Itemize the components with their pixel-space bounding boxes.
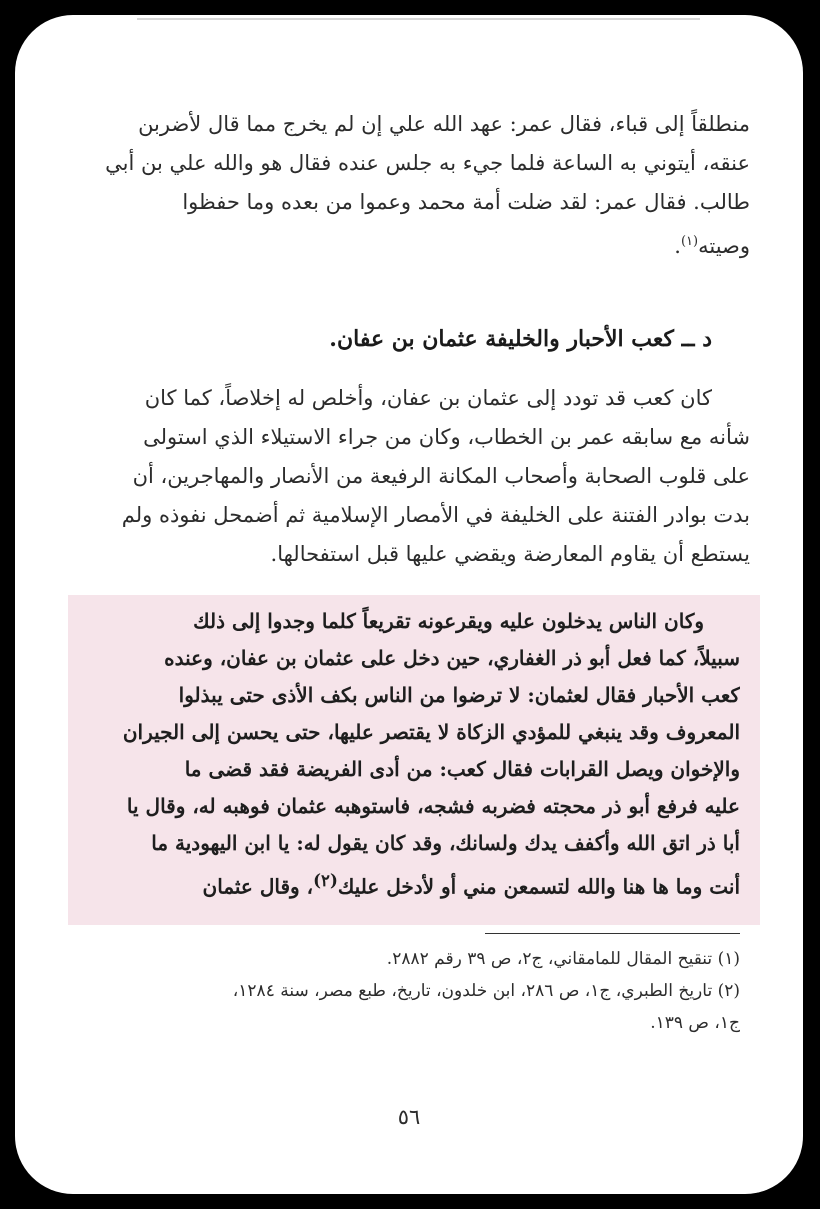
- text-line: [65, 222, 750, 266]
- page-number: ٥٦: [397, 1105, 421, 1129]
- footnote-2: (٢) تاريخ الطبري، ج١، ص ٢٨٦، ابن خلدون، تاريخ، طبع مصر، سنة ١٢٨٤،: [232, 981, 740, 1001]
- footnote-divider: [485, 933, 740, 934]
- text-line: يستطع أن يقاوم المعارضة ويقضي عليها قبل استفحالها.: [270, 542, 750, 566]
- text-line: عنقه، أيتوني به الساعة فلما جيء به جلس عنده فقال هو والله علي بن أبي: [105, 151, 750, 175]
- text-line: كعب الأحبار فقال لعثمان: لا ترضوا من الناس بكف الأذى حتى يبذلوا: [178, 683, 740, 707]
- text-line: [70, 862, 740, 906]
- book-page: [15, 15, 803, 1194]
- text-line: أبا ذر اتق الله وأكفف يدك ولسانك، وقد كان يقول له: يا ابن اليهودية ما: [151, 831, 740, 855]
- paragraph-1: [65, 105, 750, 266]
- text-line: بدت بوادر الفتنة على الخليفة في الأمصار الإسلامية ثم أضمحل نفوذه ولم: [121, 503, 750, 527]
- footnote-ref-1[interactable]: (١): [680, 234, 699, 249]
- text-line-end: ، وقال عثمان: [202, 874, 314, 899]
- text-line: كان كعب قد تودد إلى عثمان بن عفان، وأخلص له إخلاصاً، كما كان: [144, 386, 712, 410]
- text-line: المعروف وقد ينبغي للمؤدي الزكاة لا يقتصر عليها، حتى يحسن إلى الجيران: [122, 720, 740, 744]
- text-line: وكان الناس يدخلون عليه ويقرعونه تقريعاً كلما وجدوا إلى ذلك: [193, 609, 704, 633]
- text-line: سبيلاً، كما فعل أبو ذر الغفاري، حين دخل على عثمان بن عفان، وعنده: [164, 646, 740, 670]
- text-line: على قلوب الصحابة وأصحاب المكانة الرفيعة من الأنصار والمهاجرين، أن: [132, 464, 750, 488]
- footnote-ref-2[interactable]: (٢): [313, 870, 338, 890]
- text-line-part: وصيته: [698, 234, 750, 258]
- footnote-1: (١) تنقيح المقال للمامقاني، ج٢، ص ٣٩ رقم ٢٨٨٢.: [386, 949, 740, 969]
- highlighted-paragraph: [70, 603, 740, 906]
- text-line-end: .: [674, 234, 681, 258]
- footnote-2-continued: ج١، ص ١٣٩.: [650, 1013, 740, 1033]
- text-line-part: أنت وما ها هنا والله لتسمعن مني أو لأدخل عليك: [337, 874, 740, 899]
- text-line: والإخوان ويصل القرابات فقال كعب: من أدى الفريضة فقد قضى ما: [184, 757, 740, 781]
- text-line: عليه فرفع أبو ذر محجته فضربه فشجه، فاستوهبه عثمان فوهبه له، وقال يا: [126, 794, 740, 818]
- paragraph-2: [65, 379, 750, 574]
- top-divider: [137, 18, 700, 20]
- text-line: منطلقاً إلى قباء، فقال عمر: عهد الله علي إن لم يخرج مما قال لأضربن: [138, 112, 750, 136]
- section-heading: د ــ كعب الأحبار والخليفة عثمان بن عفان.: [329, 326, 712, 352]
- text-line: طالب. فقال عمر: لقد ضلت أمة محمد وعموا من بعده وما حفظوا: [182, 190, 750, 214]
- footnotes: [65, 943, 740, 1039]
- text-line: شأنه مع سابقه عمر بن الخطاب، وكان من جراء الاستيلاء الذي استولى: [143, 425, 750, 449]
